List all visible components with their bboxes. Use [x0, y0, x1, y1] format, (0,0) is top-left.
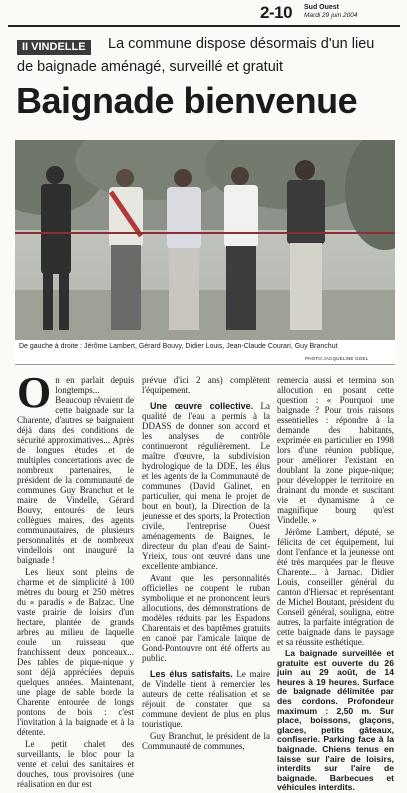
paragraph: prévue d'ici 2 ans) complètent l'équipement.	[142, 375, 270, 395]
column-1	[17, 368, 134, 789]
issue-date: Mardi 29 juin 2004	[304, 12, 358, 19]
column-3	[277, 375, 394, 793]
practical-info: La baignade surveillée et gratuite est ouverte du 26 juin au 29 août, de 14 heures à 19 heures. Surface de baignade délimitée par des cordons. Profondeur maximum : 2,50 m. Sur place, boissons, glaçons, glaces, petits gâteaux, confiserie. Parking face à la baignade. Chiens tenus en laisse sur l'aire de loisirs, interdits sur l'aire de baignade. Barbecues et véhicules interdits.	[277, 648, 394, 793]
location-tag: II VINDELLE	[17, 40, 91, 55]
drop-cap: O	[17, 368, 52, 417]
paragraph: Jérôme Lambert, député, se félicita de cet équipement, lui dont l'enfance et la jeunesse ont été très marquées par le fleuve Charente... à Jarnac. Didier Louis, conseiller général du canton d'Hiersac et représentant de Michel Boutant, président du Conseil général, souligna, entre autres, la parfaite intégration de cette baignade dans le paysage et sa réussite esthétique.	[277, 527, 394, 647]
header-rule	[8, 25, 400, 27]
subheading: Une œuvre collective.	[150, 401, 254, 411]
paragraph: Une œuvre collective. La qualité de l'eau a permis à la DDASS de donner son accord et les analyses de contrôle continueront régulièrement. Le maître d'œuvre, la subdivision hydrologique de la DDE, les élus et les agents de la Communauté de communes (David Galinet, en particulier, qui mena le projet de bout en bout), la Direction de la jeunesse et des sports, la Protection civile, l'entreprise Ouest aménagements de Baignes, le directeur du plan d'eau de Saint-Yrieix, tous ont œuvré dans une excellente ambiance.	[142, 401, 270, 571]
paragraph: On en parlait depuis longtemps... Beaucoup rêvaient de cette baignade sur la Charente, d'autres se baignaient déjà dans des conditions de sécurité approximatives... Après de longues études et de multiples concertations avec de nombreux partenaires, le président de la communauté de communes Guy Branchut et le maire de Vindelle, Gérard Bouvy, entourés de leurs collègues maires, des agents communautaires, de plusieurs personnalités et de nombreux vindellois ont inauguré la baignade !	[17, 368, 134, 565]
photo-caption: De gauche à droite : Jérôme Lambert, Gérard Bouvy, Didier Louis, Jean-Claude Courari, Guy Branchut	[19, 343, 338, 350]
paragraph: Les lieux sont pleins de charme et de simplicité à 100 mètres du bourg et 250 mètres du « paradis » de Balzac. Une vaste prairie de loisirs d'un hectare, plantée de grands arbres au milieu de laquelle coule un ruisseau que franchissent deux ponceaux... Des tables de pique-nique y sont déjà appréciées depuis quelques années. Maintenant, une plage de sable borde la Charente entourée de longs pontons de bois : c'est l'invitation à la baignade et à la détente.	[17, 567, 134, 737]
subheading: Les élus satisfaits.	[150, 669, 233, 679]
paragraph: Les élus satisfaits. Le maire de Vindelle tient à remercier les auteurs de cette réalisation et se réjouit de constater que sa commune devient de plus en plus touristique.	[142, 669, 270, 729]
photo-illustration	[15, 140, 395, 340]
ribbon-cutting-photo	[15, 140, 395, 340]
kicker-line-1: La commune dispose désormais d'un lieu	[108, 36, 375, 52]
paragraph: remercia aussi et termina son allocution en posant cette question : « Pourquoi une baignade ? Pour trois raisons essentielles : répondre à la demande des habitants, exprimée en particulier en 1998 lors d'une réunion publique, pour améliorer l'existant en doublant la zone pique-nique; pour développer le territoire en drainant du monde et suscitant vie et dynamisme à ce magnifique bourg qu'est Vindelle. »	[277, 375, 394, 525]
paragraph: Le petit chalet des surveillants, le bloc pour la vente et celui des sanitaires et douches, tous provisoires (une réalisation en dur est	[17, 739, 134, 789]
paragraph: Guy Branchut, le président de la Communauté de communes,	[142, 731, 270, 751]
paper-name: Sud Ouest	[304, 4, 340, 11]
column-2	[142, 375, 270, 751]
page-number: 2-10	[260, 3, 293, 22]
photo-credit: PHOTO JACQUELINE GOEL	[305, 356, 369, 361]
paragraph: Avant que les personnalités officielles ne coupent le ruban symbolique et ne prononcent leurs allocutions, des démonstrations de modèles réduits par les Espadons Charentais et des baptêmes gratuits en canoë par l'amicale laïque de Gond-Pontouvre ont été offerts au public.	[142, 573, 270, 663]
headline: Baignade bienvenue	[16, 80, 358, 121]
kicker-line-2: de baignade aménagé, surveillé et gratuit	[17, 59, 284, 75]
